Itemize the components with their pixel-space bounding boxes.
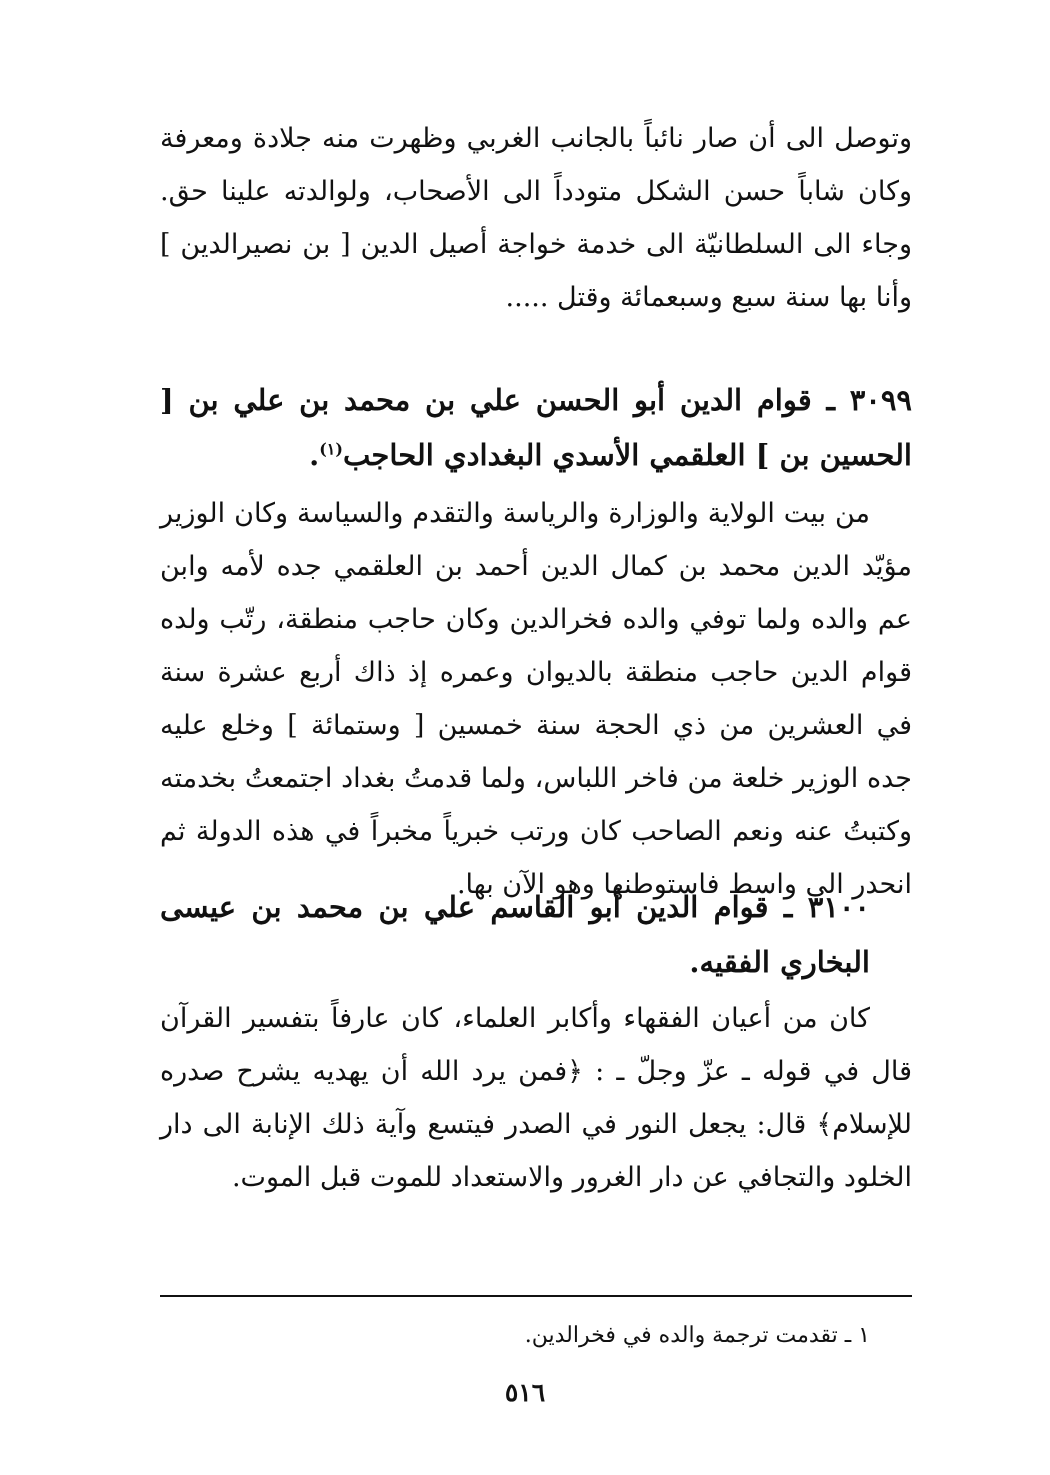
text-block-continuation — [160, 112, 912, 324]
entry-body-3100: كان من أعيان الفقهاء وأكابر العلماء، كان عارفاً بتفسير القرآن قال في قوله ـ عزّ وجلّ ـ : ﴿فمن يرد الله أن يهديه يشرح صدره للإسلام﴾ قال: يجعل النور في الصدر فيتسع وآية ذلك الإنابة الى دار الخلود والتجافي عن دار الغرور والاستعداد للموت قبل الموت. — [160, 1003, 912, 1193]
entry-heading-3100: ٣١٠٠ ـ قوام الدين أبو القاسم علي بن محمد بن عيسى البخاري الفقيه. — [160, 890, 870, 979]
entry-3100 — [160, 880, 912, 1204]
entry-3099 — [160, 373, 912, 911]
entry-body-3099: من بيت الولاية والوزارة والرياسة والتقدم والسياسة وكان الوزير مؤيّد الدين محمد بن كمال الدين أحمد بن العلقمي جده لأمه وابن عم والده ولما توفي والده فخرالدين وكان حاجب منطقة، رتّب ولده قوام الدين حاجب منطقة بالديوان وعمره إذ ذاك أربع عشرة سنة في العشرين من ذي الحجة سنة خمسين [ وستمائة ] وخلع عليه جده الوزير خلعة من فاخر اللباس، ولما قدمتُ بغداد اجتمعتُ بخدمته وكتبتُ عنه ونعم الصاحب كان ورتب خبرياً مخبراً في هذه الدولة ثم انحدر الى واسط فاستوطنها وهو الآن بها. — [160, 498, 912, 900]
footnote-divider — [160, 1295, 912, 1297]
entry-heading-3099-text: ٣٠٩٩ ـ قوام الدين أبو الحسن علي بن محمد بن علي بن [ الحسين بن ] العلقمي الأسدي البغدادي الحاجب — [160, 383, 912, 472]
page-number: ٥١٦ — [504, 1378, 546, 1407]
footnote-reference: (١) — [319, 439, 343, 459]
entry-heading-3099-end: . — [309, 438, 320, 472]
entry-heading-3099 — [160, 373, 912, 483]
footnote: ١ ـ تقدمت ترجمة والده في فخرالدين. — [524, 1323, 870, 1348]
paragraph-continuation: وتوصل الى أن صار نائباً بالجانب الغربي وظهرت منه جلادة ومعرفة وكان شاباً حسن الشكل متودداً الى الأصحاب، ولوالدته علينا حق. وجاء الى السلطانيّة الى خدمة خواجة أصيل الدين [ بن نصيرالدين ] وأنا بها سنة سبع وسبعمائة وقتل ..... — [160, 123, 912, 313]
